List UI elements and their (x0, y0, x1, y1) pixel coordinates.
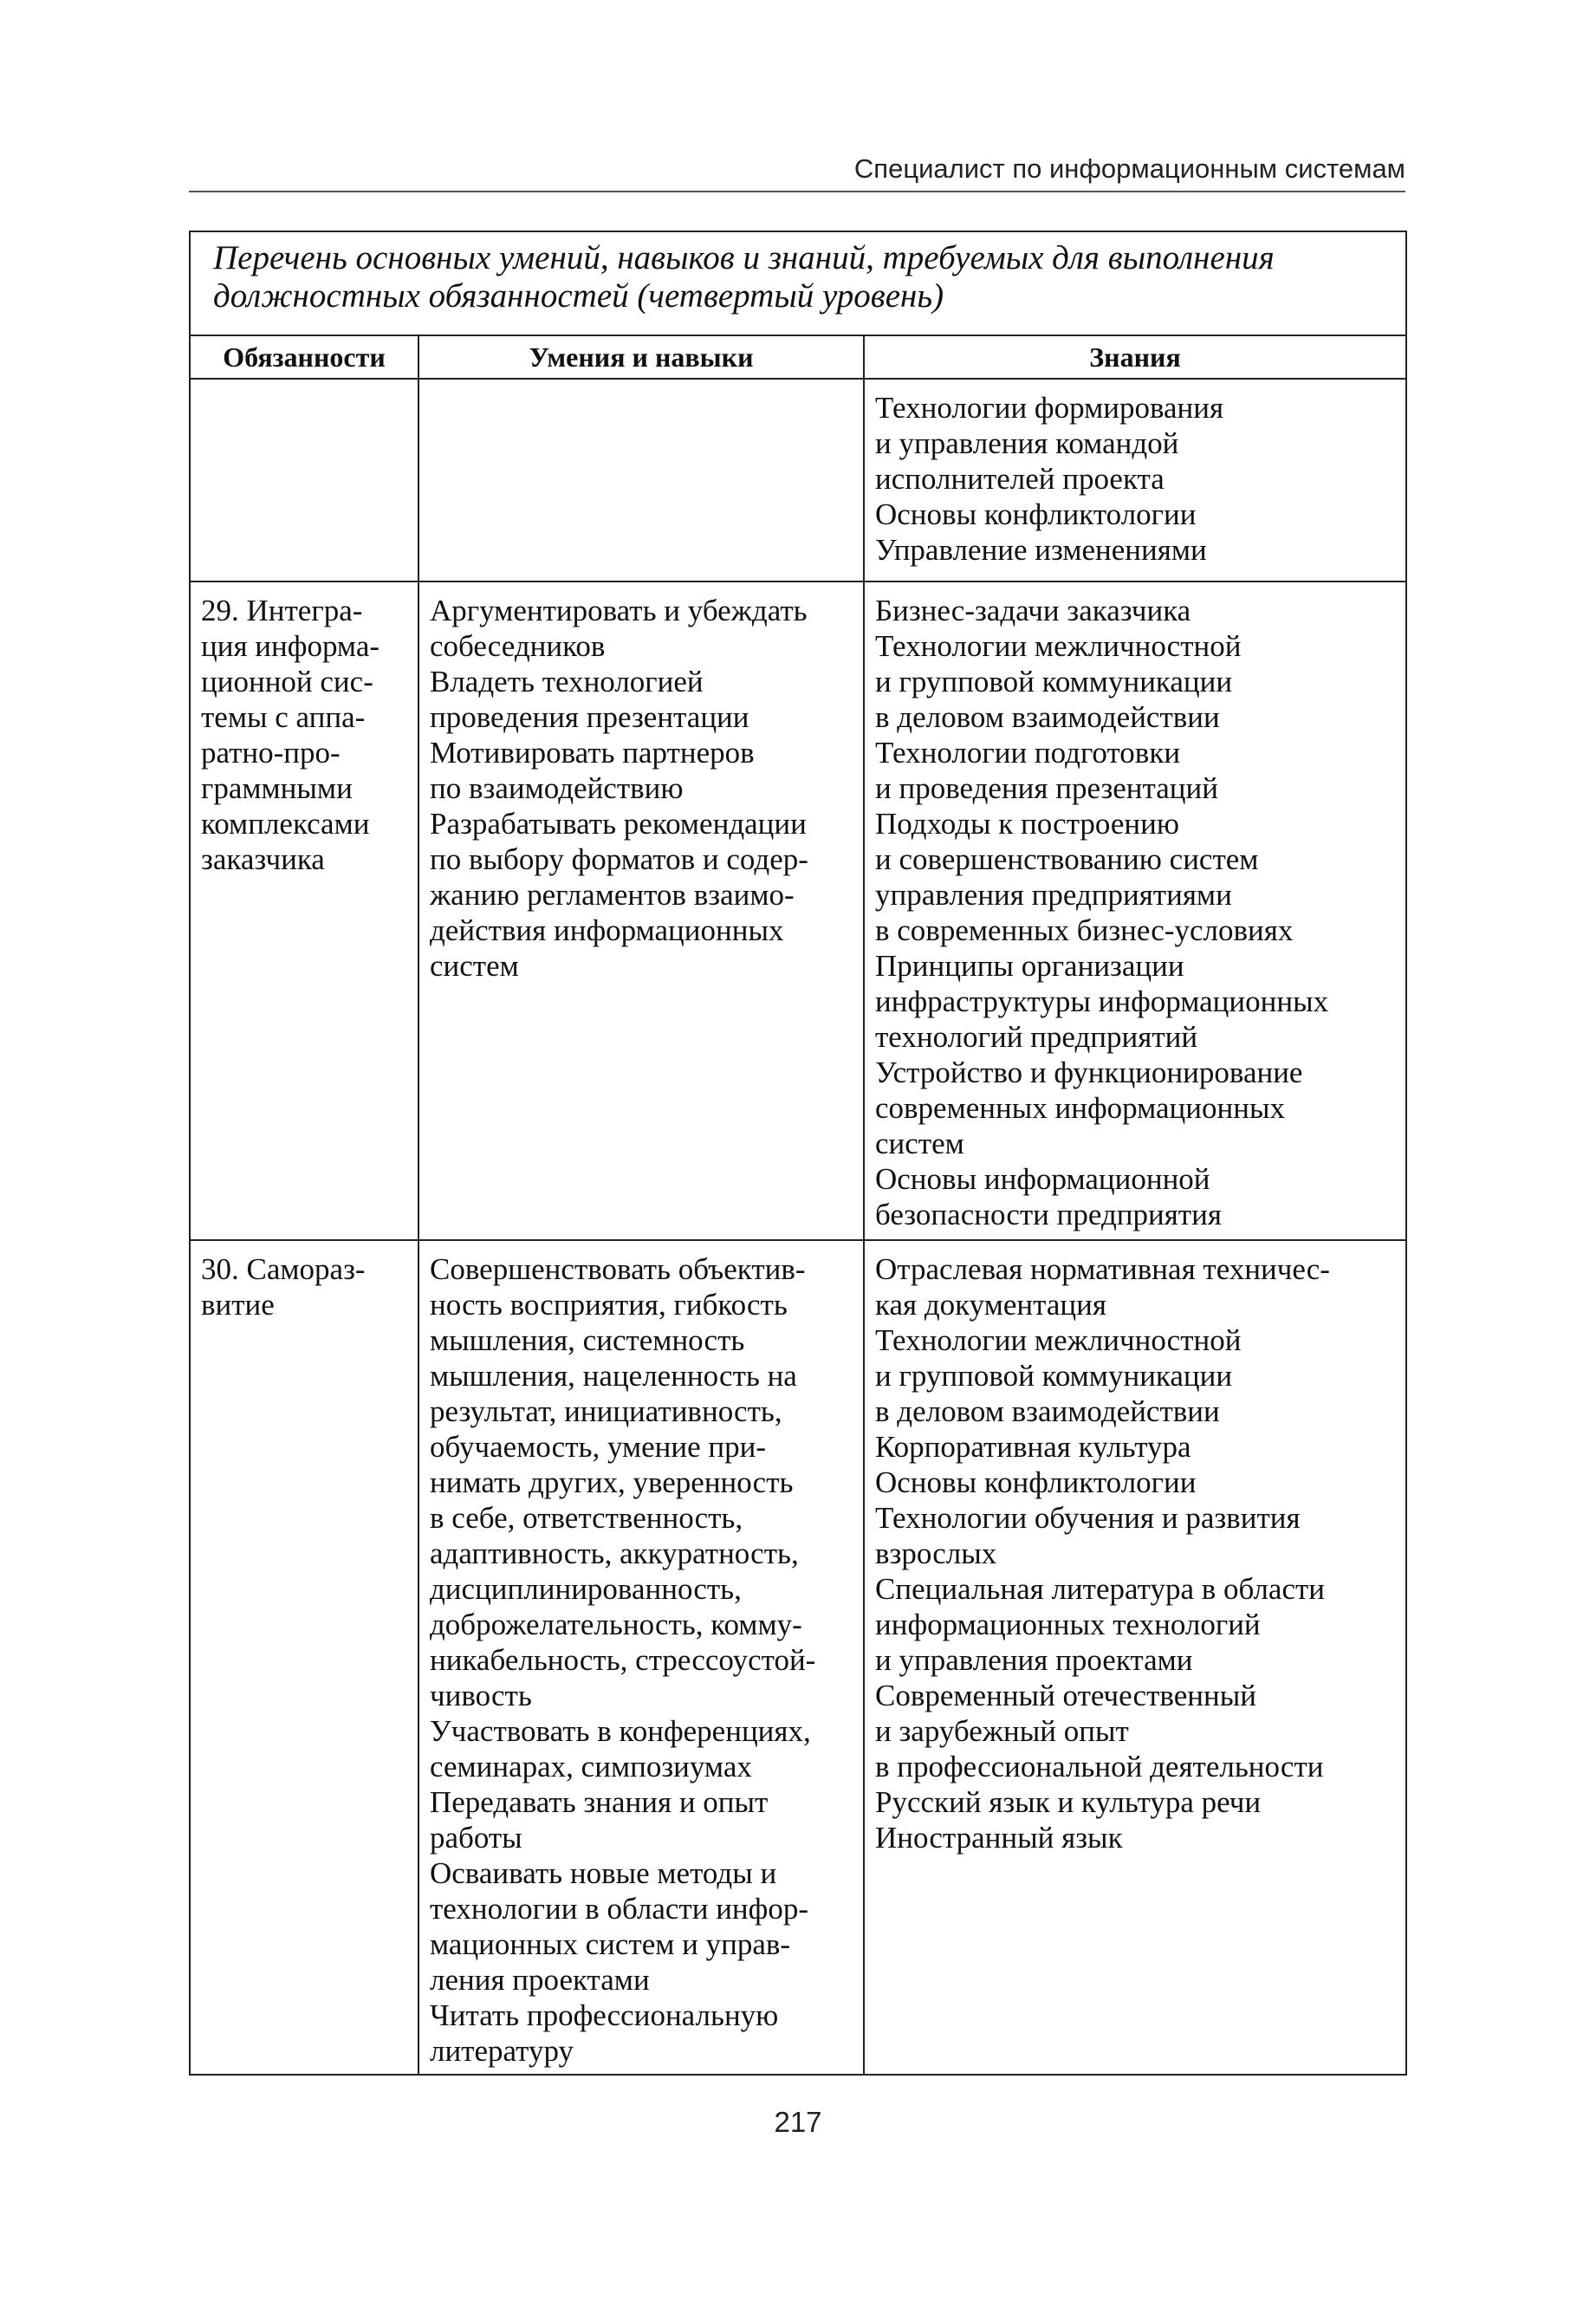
cell-text-line: 29. Интегра- (201, 594, 363, 627)
cell-text-line: результат, инициативность, (430, 1394, 782, 1428)
cell-text-line: Совершенствовать объектив- (430, 1252, 806, 1286)
knowledge-cell (864, 1240, 1406, 2075)
cell-text-line: ления проектами (430, 1963, 650, 1997)
table-row (190, 581, 1406, 1240)
cell-text-line: Основы информационной (875, 1162, 1210, 1196)
competency-table (189, 231, 1407, 2076)
cell-text-line: Корпоративная культура (875, 1430, 1191, 1464)
cell-text-line: взрослых (875, 1537, 997, 1570)
duty-cell (190, 379, 418, 581)
cell-text-line: Технологии формирования (875, 391, 1224, 425)
cell-text-line: и управления командой (875, 426, 1179, 460)
cell-text-line: по выбору форматов и содер- (430, 842, 808, 876)
cell-text-line: Участвовать в конференциях, (430, 1714, 811, 1748)
column-header-duties: Обязанности (190, 335, 418, 379)
cell-text-line: Современный отечественный (875, 1679, 1256, 1712)
cell-text-line: доброжелательность, комму- (430, 1608, 802, 1641)
cell-text-line: и групповой коммуникации (875, 1359, 1233, 1393)
cell-text-line: систем (875, 1127, 964, 1160)
cell-text-line: в деловом взаимодействии (875, 1394, 1220, 1428)
cell-text-line: в деловом взаимодействии (875, 700, 1220, 734)
table-header-row (190, 335, 1406, 379)
cell-text-line: действия информационных (430, 913, 784, 947)
cell-text-line: комплексами (201, 807, 370, 841)
column-header-knowledge: Знания (864, 335, 1406, 379)
cell-text-line: дисциплинированность, (430, 1572, 742, 1606)
skills-cell (418, 581, 864, 1240)
cell-text-line: Разрабатывать рекомендации (430, 807, 807, 841)
cell-text-line: Мотивировать партнеров (430, 736, 755, 770)
cell-text-line: литературу (430, 2034, 574, 2068)
table-row (190, 379, 1406, 581)
table-caption-line: должностных обязанностей (четвертый уровень) (213, 277, 944, 315)
cell-text-line: обучаемость, умение при- (430, 1430, 767, 1464)
duty-cell (190, 1240, 418, 2075)
cell-text-line: Отраслевая нормативная техничес- (875, 1252, 1330, 1286)
cell-text-line: Подходы к построению (875, 807, 1179, 841)
cell-text-line: Бизнес-задачи заказчика (875, 594, 1191, 627)
cell-text-line: инфраструктуры информационных (875, 984, 1329, 1018)
table-caption (190, 231, 1406, 335)
cell-text-line: Основы конфликтологии (875, 1465, 1197, 1499)
table-caption-row (190, 231, 1406, 335)
running-header: Специалист по информационным системам (189, 147, 1405, 192)
cell-text-line: ность восприятия, гибкость (430, 1288, 788, 1322)
cell-text-line: мышления, нацеленность на (430, 1359, 797, 1393)
cell-text-line: в современных бизнес-условиях (875, 913, 1294, 947)
cell-text-line: Русский язык и культура речи (875, 1785, 1262, 1819)
cell-text-line: 30. Самораз- (201, 1252, 366, 1286)
cell-text-line: информационных технологий (875, 1608, 1261, 1641)
cell-text-line: Устройство и функционирование (875, 1056, 1303, 1089)
cell-text-line: ционной сис- (201, 665, 373, 698)
cell-text-line: безопасности предприятия (875, 1198, 1222, 1231)
cell-text-line: витие (201, 1288, 275, 1322)
cell-text-line: Аргументировать и убеждать (430, 594, 808, 627)
cell-text-line: по взаимодействию (430, 771, 684, 805)
cell-text-line: темы с аппа- (201, 700, 366, 734)
skills-cell (418, 379, 864, 581)
table-caption-line: Перечень основных умений, навыков и знаний, требуемых для выполнения (213, 239, 1275, 276)
cell-text-line: ратно-про- (201, 736, 341, 770)
table-row (190, 1240, 1406, 2075)
knowledge-cell (864, 581, 1406, 1240)
cell-text-line: Технологии межличностной (875, 629, 1242, 663)
cell-text-line: и групповой коммуникации (875, 665, 1233, 698)
skills-cell (418, 1240, 864, 2075)
cell-text-line: Технологии обучения и развития (875, 1501, 1301, 1535)
cell-text-line: никабельность, стрессоустой- (430, 1643, 816, 1677)
cell-text-line: управления предприятиями (875, 878, 1232, 912)
cell-text-line: кая документация (875, 1288, 1106, 1322)
cell-text-line: и проведения презентаций (875, 771, 1218, 805)
cell-text-line: чивость (430, 1679, 532, 1712)
cell-text-line: проведения презентации (430, 700, 749, 734)
cell-text-line: Принципы организации (875, 949, 1184, 983)
cell-text-line: граммными (201, 771, 353, 805)
cell-text-line: исполнителей проекта (875, 462, 1165, 496)
cell-text-line: адаптивность, аккуратность, (430, 1537, 799, 1570)
cell-text-line: нимать других, уверенность (430, 1465, 794, 1499)
cell-text-line: собеседников (430, 629, 606, 663)
duty-cell (190, 581, 418, 1240)
cell-text-line: мационных систем и управ- (430, 1927, 791, 1961)
cell-text-line: Основы конфликтологии (875, 497, 1197, 531)
cell-text-line: современных информационных (875, 1091, 1285, 1125)
cell-text-line: Технологии межличностной (875, 1323, 1242, 1357)
cell-text-line: и совершенствованию систем (875, 842, 1259, 876)
cell-text-line: мышления, системность (430, 1323, 745, 1357)
cell-text-line: семинарах, симпозиумах (430, 1750, 752, 1783)
cell-text-line: Осваивать новые методы и (430, 1856, 777, 1890)
cell-text-line: систем (430, 949, 519, 983)
cell-text-line: заказчика (201, 842, 325, 876)
cell-text-line: Технологии подготовки (875, 736, 1181, 770)
cell-text-line: Читать профессиональную (430, 1998, 779, 2032)
cell-text-line: работы (430, 1821, 522, 1855)
page-number: 217 (774, 2106, 822, 2138)
cell-text-line: Владеть технологией (430, 665, 704, 698)
cell-text-line: и управления проектами (875, 1643, 1193, 1677)
cell-text-line: технологий предприятий (875, 1020, 1198, 1054)
cell-text-line: технологии в области инфор- (430, 1892, 808, 1926)
cell-text-line: Передавать знания и опыт (430, 1785, 769, 1819)
cell-text-line: Управление изменениями (875, 533, 1207, 567)
cell-text-line: жанию регламентов взаимо- (430, 878, 795, 912)
cell-text-line: Специальная литература в области (875, 1572, 1326, 1606)
cell-text-line: Иностранный язык (875, 1821, 1123, 1855)
cell-text-line: в себе, ответственность, (430, 1501, 743, 1535)
knowledge-cell (864, 379, 1406, 581)
cell-text-line: в профессиональной деятельности (875, 1750, 1324, 1783)
column-header-skills: Умения и навыки (418, 335, 864, 379)
cell-text-line: и зарубежный опыт (875, 1714, 1129, 1748)
cell-text-line: ция информа- (201, 629, 380, 663)
